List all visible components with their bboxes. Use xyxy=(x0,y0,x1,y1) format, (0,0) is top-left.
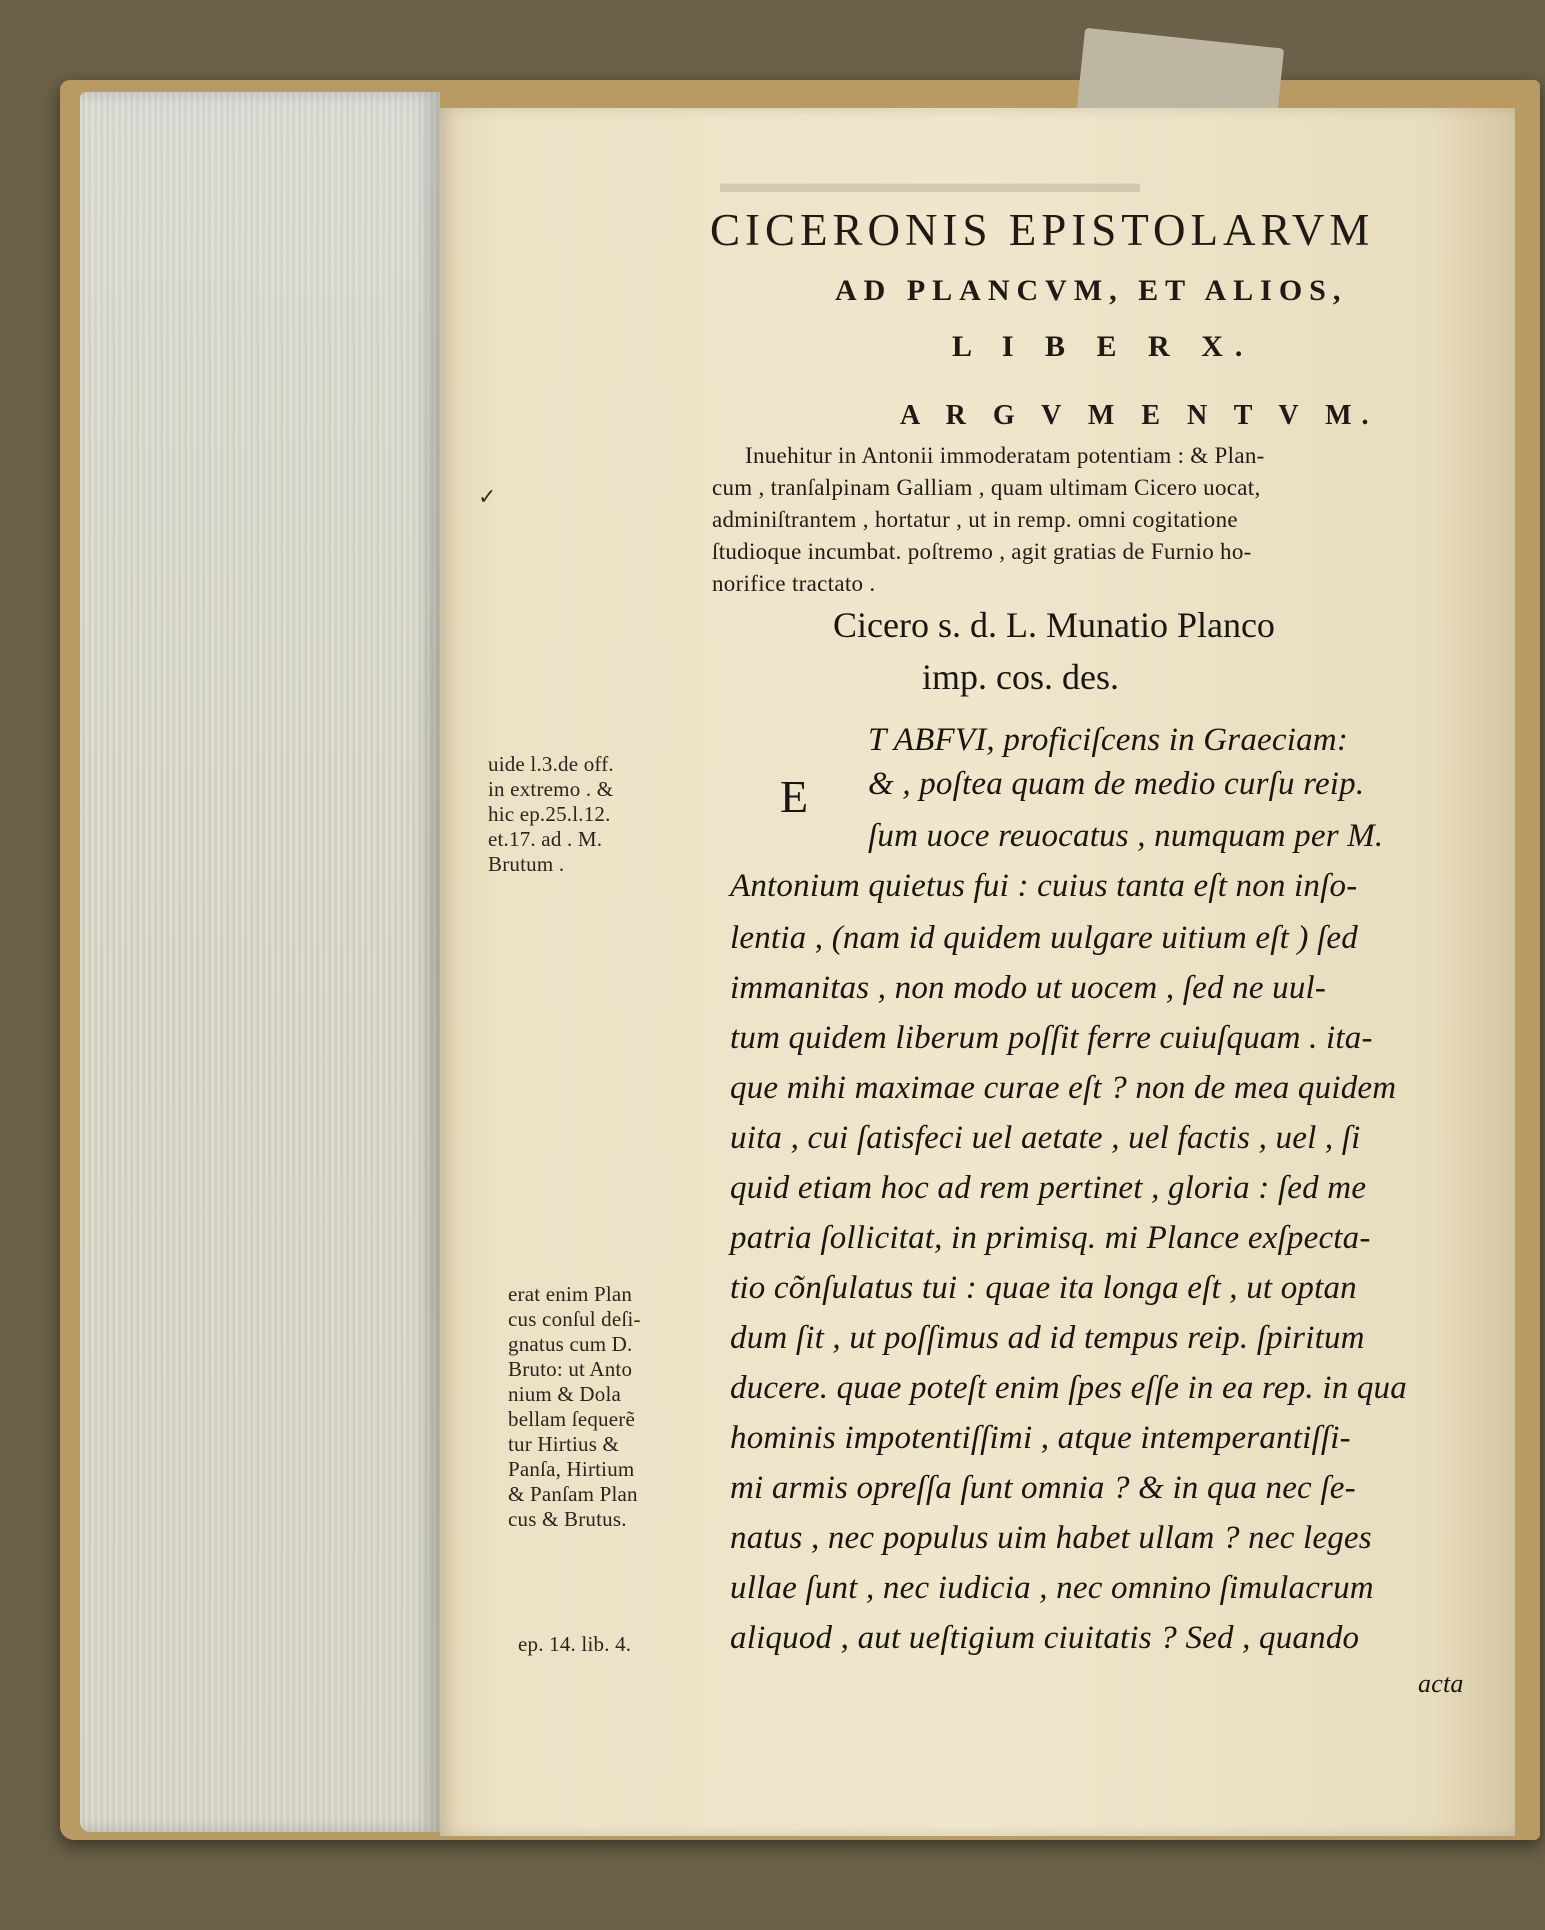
drop-cap: E xyxy=(780,771,809,822)
argument-line: norifice tractato . xyxy=(712,571,876,596)
page-edge-shading xyxy=(80,92,440,1832)
body-line: lentia , (nam id quidem uulgare uitium eſt ) ſed xyxy=(730,920,1358,956)
body-line: T ABFVI, proficiſcens in Graeciam: xyxy=(868,722,1349,758)
body-line: hominis impotentiſſimi , atque intemperantiſſi- xyxy=(730,1420,1351,1456)
body-line: ſum uoce reuocatus , numquam per M. xyxy=(868,818,1384,854)
body-line: aliquod , aut ueſtigium ciuitatis ? Sed , quando xyxy=(730,1620,1360,1656)
body-line: immanitas , non modo ut uocem , ſed ne uul- xyxy=(730,970,1327,1006)
body-line: uita , cui ſatisfeci uel aetate , uel factis , uel , ſi xyxy=(730,1120,1361,1156)
body-line: natus , nec populus uim habet ullam ? nec leges xyxy=(730,1520,1372,1556)
body-line: ullae ſunt , nec iudicia , nec omnino ſimulacrum xyxy=(730,1570,1374,1606)
margin-mark-icon: ✓ xyxy=(478,484,497,509)
argument-heading: A R G V M E N T V M. xyxy=(900,400,1379,431)
body-line: tio cõnſulatus tui : quae ita longa eſt , ut optan xyxy=(730,1270,1357,1306)
body-line: tum quidem liberum poſſit ferre cuiuſquam . ita- xyxy=(730,1020,1373,1056)
margin-note: ep. 14. lib. 4. xyxy=(518,1632,632,1656)
body-line: que mihi maximae curae eſt ? non de mea quidem xyxy=(730,1070,1397,1106)
page-subtitle: AD PLANCVM, ET ALIOS, xyxy=(835,274,1348,307)
argument-line: adminiſtrantem , hortatur , ut in remp. omni cogitatione xyxy=(712,507,1238,532)
body-line: dum ſit , ut poſſimus ad id tempus reip. ſpiritum xyxy=(730,1320,1365,1356)
body-line: & , poſtea quam de medio curſu reip. xyxy=(868,766,1365,802)
body-line: mi armis opreſſa ſunt omnia ? & in qua nec ſe- xyxy=(730,1470,1356,1506)
body-line: ducere. quae poteſt enim ſpes eſſe in ea rep. in qua xyxy=(730,1370,1407,1406)
argument-line: Inuehitur in Antonii immoderatam potentiam : & Plan- xyxy=(745,443,1265,468)
body-line: quid etiam hoc ad rem pertinet , gloria : ſed me xyxy=(730,1170,1367,1206)
catchword: acta xyxy=(1418,1669,1464,1698)
margin-note: uide l.3.de off. in extremo . & hic ep.25.l.12. et.17. ad . M. Brutum . xyxy=(488,752,614,876)
salutation-line: Cicero s. d. L. Munatio Planco xyxy=(833,605,1275,645)
salutation-line: imp. cos. des. xyxy=(922,657,1119,697)
bleed-through-decoration: ▬▬▬▬▬▬▬▬▬▬▬▬▬▬▬ xyxy=(720,168,1140,199)
book-number: L I B E R X. xyxy=(952,330,1255,363)
body-line: Antonium quietus fui : cuius tanta eſt non inſo- xyxy=(730,868,1358,904)
argument-line: ſtudioque incumbat. poſtremo , agit gratias de Furnio ho- xyxy=(712,539,1252,564)
argument-line: cum , tranſalpinam Galliam , quam ultimam Cicero uocat, xyxy=(712,475,1261,500)
body-line: patria ſollicitat, in primisq. mi Plance exſpecta- xyxy=(730,1220,1371,1256)
margin-note: erat enim Plan cus conſul deſi- gnatus cum D. Bruto: ut Anto nium & Dola bellam ſequerẽ tur Hirtius & Panſa, Hirtium & Panſam Plan cus & Brutus. xyxy=(508,1282,641,1531)
page-title: CICERONIS EPISTOLARVM xyxy=(710,205,1375,255)
